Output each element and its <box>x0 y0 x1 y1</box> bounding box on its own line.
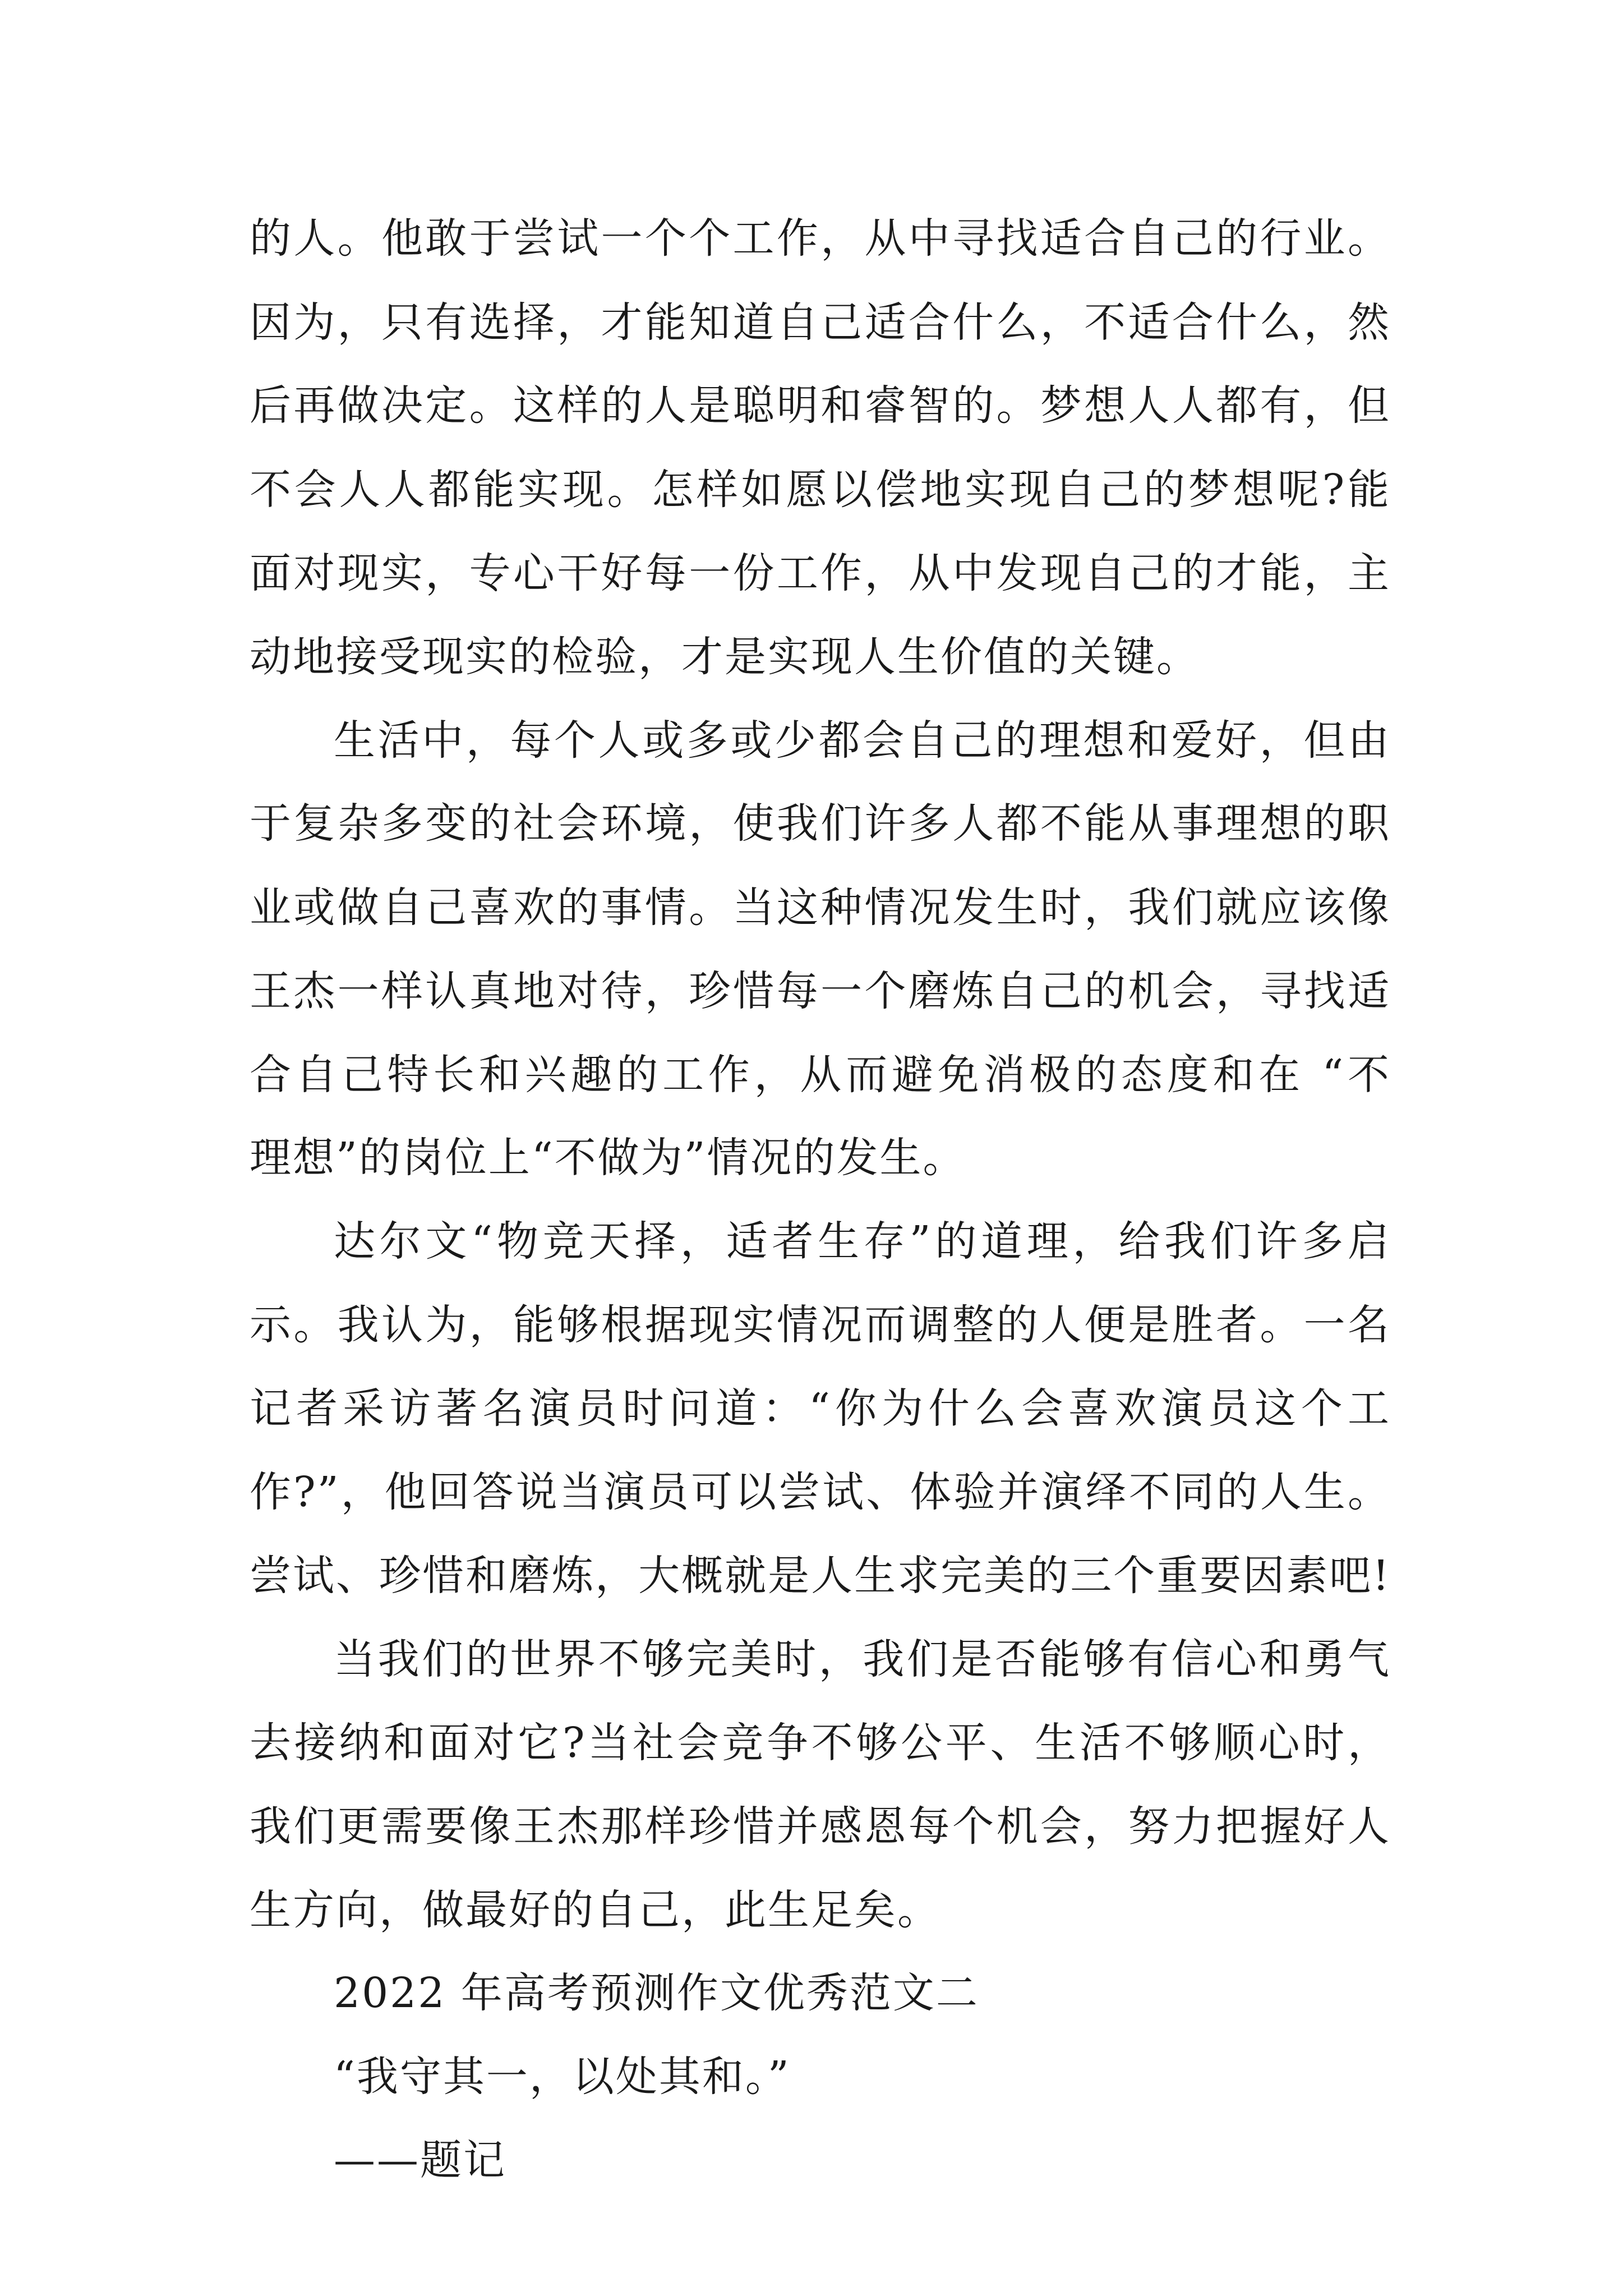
paragraph-line: 因为，只有选择，才能知道自己适合什么，不适合什么，然 <box>250 298 1391 347</box>
paragraph-line: 动地接受现实的检验，才是实现人生价值的关键。 <box>250 633 1200 681</box>
paragraph-line: 合自己特长和兴趣的工作，从而避免消极的态度和在 “不 <box>250 1051 1391 1099</box>
paragraph-line: 作?”，他回答说当演员可以尝试、体验并演绎不同的人生。 <box>250 1468 1391 1516</box>
paragraph-line: 生方向，做最好的自己，此生足矣。 <box>250 1886 940 1934</box>
paragraph-line: 去接纳和面对它?当社会竞争不够公平、生活不够顺心时， <box>250 1719 1391 1767</box>
paragraph-line: 面对现实，专心干好每一份工作，从中发现自己的才能，主 <box>250 549 1391 597</box>
paragraph-line: 当我们的世界不够完美时，我们是否能够有信心和勇气 <box>334 1635 1391 1683</box>
section-heading: 2022 年高考预测作文优秀范文二 <box>334 1969 979 2017</box>
paragraph-line: 生活中，每个人或多或少都会自己的理想和爱好，但由 <box>334 716 1391 765</box>
paragraph-line: 记者采访著名演员时问道：“你为什么会喜欢演员这个工 <box>250 1384 1391 1433</box>
paragraph-line: 尝试、珍惜和磨炼，大概就是人生求完美的三个重要因素吧! <box>250 1552 1391 1600</box>
paragraph-line: 达尔文“物竞天择，适者生存”的道理，给我们许多启 <box>334 1217 1391 1266</box>
paragraph-line: 理想”的岗位上“不做为”情况的发生。 <box>250 1134 966 1182</box>
paragraph-line: 示。我认为，能够根据现实情况而调整的人便是胜者。一名 <box>250 1301 1391 1349</box>
paragraph-line: 王杰一样认真地对待，珍惜每一个磨炼自己的机会，寻找适 <box>250 967 1391 1015</box>
paragraph-line: 我们更需要像王杰那样珍惜并感恩每个机会，努力把握好人 <box>250 1802 1391 1851</box>
paragraph-line: 业或做自己喜欢的事情。当这种情况发生时，我们就应该像 <box>250 884 1391 932</box>
epigraph: “我守其一，以处其和。” <box>334 2053 791 2101</box>
paragraph-line: 不会人人都能实现。怎样如愿以偿地实现自己的梦想呢?能 <box>250 466 1391 514</box>
paragraph-line: 的人。他敢于尝试一个个工作，从中寻找适合自己的行业。 <box>250 214 1391 263</box>
paragraph-line: 于复杂多变的社会环境，使我们许多人都不能从事理想的职 <box>250 799 1391 848</box>
paragraph-line: 后再做决定。这样的人是聪明和睿智的。梦想人人都有，但 <box>250 381 1391 430</box>
epigraph-source: ——题记 <box>334 2136 506 2184</box>
